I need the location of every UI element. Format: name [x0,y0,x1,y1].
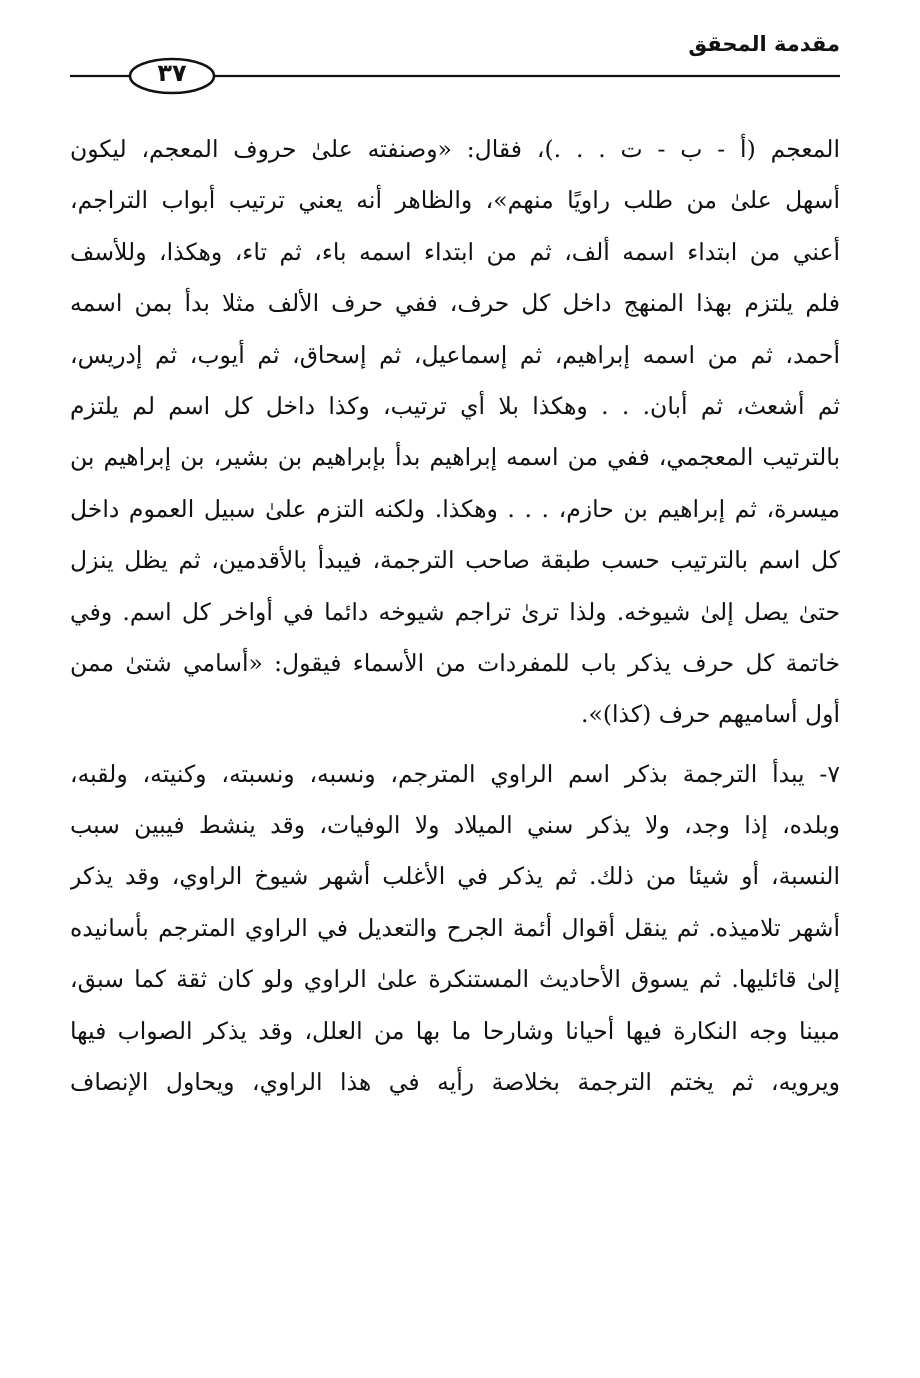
running-title: مقدمة المحقق [688,32,840,56]
paragraph-1 [70,124,840,741]
text-line: بالترتيب المعجمي، ففي من اسمه إبراهيم بدأ بإبراهيم بن بشير، بن إبراهيم بن [70,443,840,472]
text-line: مبينا وجه النكارة فيها أحيانا وشارحا ما بها من العلل، وقد يذكر الصواب فيها [70,1016,840,1045]
text-line: أسهل علىٰ من طلب راويًا منهم»، والظاهر أنه يعني ترتيب أبواب التراجم، [70,186,840,215]
text-line: كل اسم بالترتيب حسب طبقة صاحب الترجمة، فيبدأ بالأقدمين، ثم يظل ينزل [70,546,840,575]
text-line: ويرويه، ثم يختم الترجمة بخلاصة رأيه في هذا الراوي، ويحاول الإنصاف [70,1068,840,1097]
text-line: ٧- يبدأ الترجمة بذكر اسم الراوي المترجم، ونسبه، ونسبته، وكنيته، ولقبه، [70,759,840,788]
text-line: حتىٰ يصل إلىٰ شيوخه. ولذا ترىٰ تراجم شيوخه دائما في أواخر كل اسم. وفي [70,597,840,626]
page-number: ٣٧ [157,59,187,87]
text-line: وبلده، إذا وجد، ولا يذكر سني الميلاد ولا الوفيات، وقد ينشط فيبين سبب [70,811,840,840]
text-line: النسبة، أو شيئا من ذلك. ثم يذكر في الأغلب أشهر شيوخ الراوي، وقد يذكر [70,862,840,891]
text-line: ميسرة، ثم إبراهيم بن حازم، . . . وهكذا. ولكنه التزم علىٰ سبيل العموم داخل [70,494,840,523]
text-line: المعجم (أ - ب - ت . . .)، فقال: «وصنفته علىٰ حروف المعجم، ليكون [70,135,840,163]
running-header [70,28,840,98]
text-line: فلم يلتزم بهذا المنهج داخل كل حرف، ففي حرف الألف مثلا بدأ بمن اسمه [70,289,840,318]
text-line: أشهر تلاميذه. ثم ينقل أقوال أئمة الجرح والتعديل في الراوي المترجم بأسانيده [70,913,840,942]
text-line: أول أساميهم حرف (كذا)». [581,700,840,729]
text-line: أعني من ابتداء اسمه ألف، ثم من ابتداء اسمه باء، ثم تاء، وهكذا، وللأسف [70,237,840,266]
text-line: خاتمة كل حرف يذكر باب للمفردات من الأسماء فيقول: «أسامي شتىٰ ممن [70,648,840,677]
text-line: إلىٰ قائليها. ثم يسوق الأحاديث المستنكرة علىٰ الراوي ولو كان ثقة كما سبق، [70,965,840,994]
text-line: ثم أشعث، ثم أبان. . . وهكذا بلا أي ترتيب، وكذا داخل كل اسم لم يلتزم [70,391,840,420]
text-line: أحمد، ثم من اسمه إبراهيم، ثم إسماعيل، ثم إسحاق، ثم أيوب، ثم إدريس، [70,340,840,369]
body-text [70,124,840,1108]
paragraph-2 [70,749,840,1109]
